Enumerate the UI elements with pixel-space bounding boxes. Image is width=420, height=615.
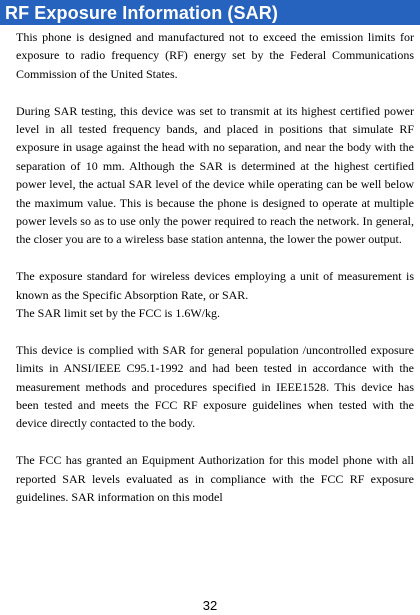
page-number: 32 — [202, 598, 218, 613]
document-body — [16, 28, 414, 507]
paragraph-spacer — [16, 83, 414, 101]
paragraph-spacer — [16, 433, 414, 451]
section-title: RF Exposure Information (SAR) — [5, 3, 278, 23]
paragraph-spacer — [16, 322, 414, 340]
paragraph-sar-testing: During SAR testing, this device was set to transmit at its highest certified power level in all tested frequency bands, and placed in positions that simulate RF exposure in usage against the head with no separation, and near the body with the separation of 10 mm. Although the SAR is determined at the highest certified power level, the actual SAR level of the device while operating can be well below the maximum value. This is because the phone is designed to operate at multiple power levels so as to use only the power required to reach the network. In general, the closer you are to a wireless base station antenna, the lower the power output. — [16, 103, 414, 247]
paragraph-exposure-standard: The exposure standard for wireless devices employing a unit of measurement is known as the Specific Absorption Rate, or SAR. — [16, 269, 414, 302]
paragraph-sar-limit: The SAR limit set by the FCC is 1.6W/kg. — [16, 306, 221, 321]
section-header — [0, 0, 420, 25]
paragraph-emission-limits: This phone is designed and manufactured not to exceed the emission limits for exposure to radio frequency (RF) energy set by the Federal Communications Commission of the United States. — [16, 30, 414, 81]
paragraph-spacer — [16, 249, 414, 267]
paragraph-compliance: This device is complied with SAR for general population /uncontrolled exposure limits in ANSI/IEEE C95.1-1992 and had been tested in accordance with the measurement methods and procedures specified in IEEE1528. This device has been tested and meets the FCC RF exposure guidelines when tested with the device directly contacted to the body. — [16, 342, 414, 431]
paragraph-equipment-authorization: The FCC has granted an Equipment Authorization for this model phone with all reported SAR levels evaluated as in compliance with the FCC RF exposure guidelines. SAR information on this model — [16, 453, 414, 505]
